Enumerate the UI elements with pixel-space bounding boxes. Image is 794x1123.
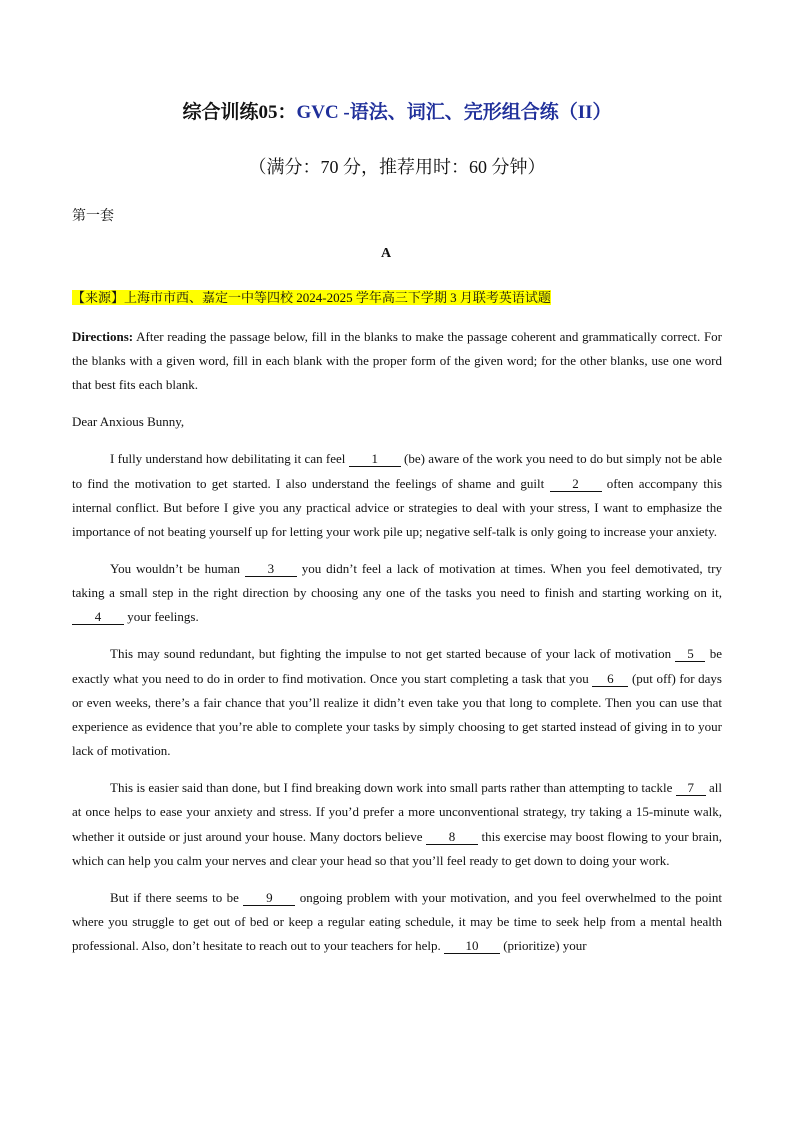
blank-5[interactable]: 5 [675, 647, 705, 662]
blank-10[interactable]: 10 [444, 939, 500, 954]
paragraph-text: often accompany this internal conflict. But before I give you any practical advice or strategies to deal with your stress, I want to emphasize the importance of not beating yourself up for letting your work pile up; negative self-talk is only going to increase your anxiety. [72, 475, 722, 540]
source-highlight: 【来源】上海市市西、嘉定一中等四校 2024-2025 学年高三下学期 3 月联考英语试题 [72, 290, 551, 305]
blank-6[interactable]: 6 [592, 672, 628, 687]
blank-1[interactable]: 1 [349, 452, 401, 467]
paragraph-text: ongoing problem with your motivation, and you feel overwhelmed to the point where you struggle to get out of bed or keep a regular eating schedule, it may be time to seek help from a mental health professional. Also, don’t hesitate to reach out to your teachers for help. [72, 889, 722, 954]
paragraph-4 [72, 776, 722, 873]
blank-4[interactable]: 4 [72, 610, 124, 625]
title-prefix: 综合训练05： [182, 102, 297, 123]
source-line [72, 287, 551, 306]
paragraph-2 [72, 557, 722, 630]
paragraph-text: your feelings. [124, 609, 199, 625]
section-letter: A [380, 246, 392, 261]
directions-label: Directions: [72, 329, 134, 344]
blank-3[interactable]: 3 [245, 562, 297, 577]
paragraph-text: You wouldn’t be human [110, 561, 245, 577]
blank-2[interactable]: 2 [550, 477, 602, 492]
paragraph-3 [72, 642, 722, 763]
set-label: 第一套 [72, 209, 114, 224]
directions-text: After reading the passage below, fill in the blanks to make the passage coherent and grammatically correct. For the blanks with a given word, fill in each blank with the proper form of the given word; for the other blanks, use one word that best fits each blank. [72, 329, 722, 393]
paragraph-text: you didn’t feel a lack of motivation at times. When you feel demotivated, try taking a small step in the right direction by choosing any one of the tasks you need to finish and starting working on it, [72, 561, 722, 601]
paragraph-text: (be) aware of the work you need to do but simply not be able to find the motivation to get started. I also understand the feelings of shame and guilt [72, 451, 722, 491]
paragraph-5 [72, 886, 722, 959]
passage-body [72, 325, 722, 971]
paragraph-text: be exactly what you need to do in order to find motivation. Once you start completing a task that you [72, 646, 722, 686]
paragraph-text: (prioritize) your [499, 938, 587, 954]
page-title [0, 97, 794, 124]
blank-8[interactable]: 8 [426, 830, 478, 845]
salutation: Dear Anxious Bunny, [72, 414, 185, 430]
directions [72, 325, 722, 398]
paragraph-1 [72, 447, 722, 544]
paragraph-text: This may sound redundant, but fighting the impulse to not get started because of your lack of motivation [110, 646, 676, 662]
paragraph-text: But if there seems to be [110, 889, 244, 905]
blank-7[interactable]: 7 [676, 781, 706, 796]
paragraph-text: this exercise may boost flowing to your brain, which can help you calm your nerves and clear your head so that you’ll feel ready to get down to doing your work. [72, 828, 722, 868]
paragraph-text: This is easier said than done, but I find breaking down work into small parts rather than attempting to tackle [110, 780, 676, 796]
paragraph-text: I fully understand how debilitating it can feel [110, 451, 349, 467]
blank-9[interactable]: 9 [243, 891, 295, 906]
paragraph-text: all at once helps to ease your anxiety and stress. If you’d prefer a more unconventional strategy, try taking a 15-minute walk, whether it outside or just around your house. Many doctors believe [72, 780, 722, 844]
title-main: GVC -语法、词汇、完形组合练（II） [296, 102, 612, 123]
page-subtitle: （满分：70 分，推荐用时：60 分钟） [248, 157, 546, 177]
paragraph-text: (put off) for days or even weeks, there’s a fair chance that you’ll realize it didn’t even take you that long to complete. Then you can use that experience as evidence that you’re able to complete your tasks by simply choosing to get started instead of giving in to your lack of motivation. [72, 670, 722, 759]
